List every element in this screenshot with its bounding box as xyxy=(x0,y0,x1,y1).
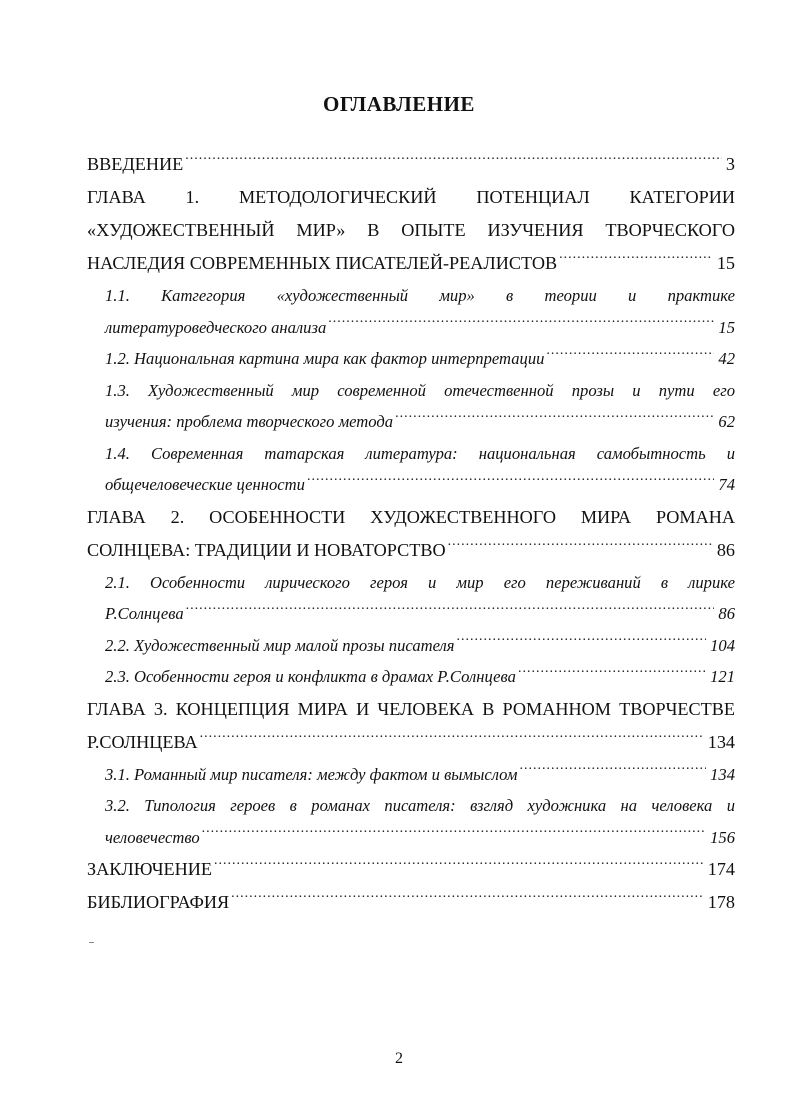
dot-leader xyxy=(186,602,715,619)
toc-section-entry[interactable] xyxy=(87,567,735,630)
toc-page-number: 104 xyxy=(710,635,735,655)
dot-leader xyxy=(200,729,704,747)
toc-entry-title-line: ГЛАВА 2. ОСОБЕННОСТИ ХУДОЖЕСТВЕННОГО МИРА РОМАНА xyxy=(87,506,735,527)
toc-entry-title: Р.СОЛНЦЕВА xyxy=(87,731,198,752)
toc-page-number: 156 xyxy=(710,827,735,847)
dot-leader xyxy=(457,634,707,651)
toc-entry-title: изучения: проблема творческого метода xyxy=(105,412,394,431)
toc-section-entry[interactable] xyxy=(87,759,735,791)
dot-leader xyxy=(395,410,714,427)
toc-page-number: 74 xyxy=(718,475,735,494)
toc-entry-title-line: ГЛАВА 1. МЕТОДОЛОГИЧЕСКИЙ ПОТЕНЦИАЛ КАТЕГОРИИ xyxy=(87,187,735,207)
toc-chapter-entry[interactable] xyxy=(87,853,735,886)
toc-chapter-entry[interactable] xyxy=(87,148,735,181)
toc-page-number: 86 xyxy=(718,604,735,623)
toc-entry-title: 1.2. Национальная картина мира как фактор интерпретации xyxy=(105,349,545,368)
toc-entry-title: литературоведческого анализа xyxy=(105,317,327,337)
toc-page-number: 121 xyxy=(710,667,735,686)
table-of-contents xyxy=(87,148,735,919)
scan-mark xyxy=(89,942,94,943)
toc-section-entry[interactable] xyxy=(87,790,735,853)
page-title: ОГЛАВЛЕНИЕ xyxy=(323,92,475,116)
dot-leader xyxy=(546,347,714,364)
toc-page-number: 3 xyxy=(725,154,735,174)
toc-page-number: 15 xyxy=(716,253,735,273)
toc-entry-title: СОЛНЦЕВА: ТРАДИЦИИ И НОВАТОРСТВО xyxy=(87,539,446,560)
toc-chapter-entry[interactable] xyxy=(87,501,735,567)
toc-entry-title: общечеловеческие ценности xyxy=(105,475,305,494)
toc-section-entry[interactable] xyxy=(87,661,735,693)
toc-entry-title: 2.2. Художественный мир малой прозы писателя xyxy=(105,635,455,655)
toc-entry-title-line: 3.2. Типология героев в романах писателя: взгляд художника на человека и xyxy=(105,796,735,815)
dot-leader xyxy=(307,473,714,490)
toc-page-number: 86 xyxy=(716,539,735,560)
toc-entry-title: 3.1. Романный мир писателя: между фактом и вымыслом xyxy=(105,764,518,784)
toc-entry-title-line: 1.3. Художественный мир современной отечественной прозы и пути его xyxy=(105,380,735,400)
toc-entry-title: 2.3. Особенности героя и конфликта в драмах Р.Солнцева xyxy=(105,667,516,686)
dot-leader xyxy=(214,857,704,875)
toc-page-number: 178 xyxy=(707,892,735,912)
toc-entry-title-line: 1.1. Катгегория «художественный мир» в теории и практике xyxy=(105,286,735,305)
toc-entry-title: Р.Солнцева xyxy=(105,604,184,623)
toc-entry-title-line: «ХУДОЖЕСТВЕННЫЙ МИР» В ОПЫТЕ ИЗУЧЕНИЯ ТВОРЧЕСКОГО xyxy=(87,220,735,240)
toc-entry-title: ВВЕДЕНИЕ xyxy=(87,154,184,174)
toc-section-entry[interactable] xyxy=(87,630,735,662)
dot-leader xyxy=(328,316,714,333)
dot-leader xyxy=(202,826,706,843)
toc-section-entry[interactable] xyxy=(87,280,735,343)
toc-entry-title-line: 1.4. Современная татарская литература: национальная самобытность и xyxy=(105,443,735,463)
dot-leader xyxy=(518,665,706,682)
toc-entry-title: ЗАКЛЮЧЕНИЕ xyxy=(87,859,213,879)
toc-section-entry[interactable] xyxy=(87,438,735,501)
toc-section-entry[interactable] xyxy=(87,343,735,375)
toc-page-number: 134 xyxy=(710,764,735,784)
dot-leader xyxy=(519,763,706,780)
toc-chapter-entry[interactable] xyxy=(87,886,735,919)
dot-leader xyxy=(185,152,722,170)
toc-page-number: 134 xyxy=(707,731,735,752)
toc-page-number: 15 xyxy=(718,317,735,337)
toc-page-number: 42 xyxy=(718,349,735,368)
toc-entry-title-line: ГЛАВА 3. КОНЦЕПЦИЯ МИРА И ЧЕЛОВЕКА В РОМАННОМ ТВОРЧЕСТВЕ xyxy=(87,698,735,719)
toc-entry-title: БИБЛИОГРАФИЯ xyxy=(87,892,230,912)
dot-leader xyxy=(231,890,704,908)
toc-entry-title: человечество xyxy=(105,827,200,847)
toc-entry-title: НАСЛЕДИЯ СОВРЕМЕННЫХ ПИСАТЕЛЕЙ-РЕАЛИСТОВ xyxy=(87,253,558,273)
dot-leader xyxy=(559,251,713,269)
toc-section-entry[interactable] xyxy=(87,375,735,438)
toc-chapter-entry[interactable] xyxy=(87,181,735,280)
page-number: 2 xyxy=(395,1050,403,1067)
toc-entry-title-line: 2.1. Особенности лирического героя и мир его переживаний в лирике xyxy=(105,572,735,592)
toc-chapter-entry[interactable] xyxy=(87,693,735,759)
dot-leader xyxy=(448,537,713,555)
toc-page-number: 174 xyxy=(707,859,735,879)
toc-page-number: 62 xyxy=(718,412,735,431)
